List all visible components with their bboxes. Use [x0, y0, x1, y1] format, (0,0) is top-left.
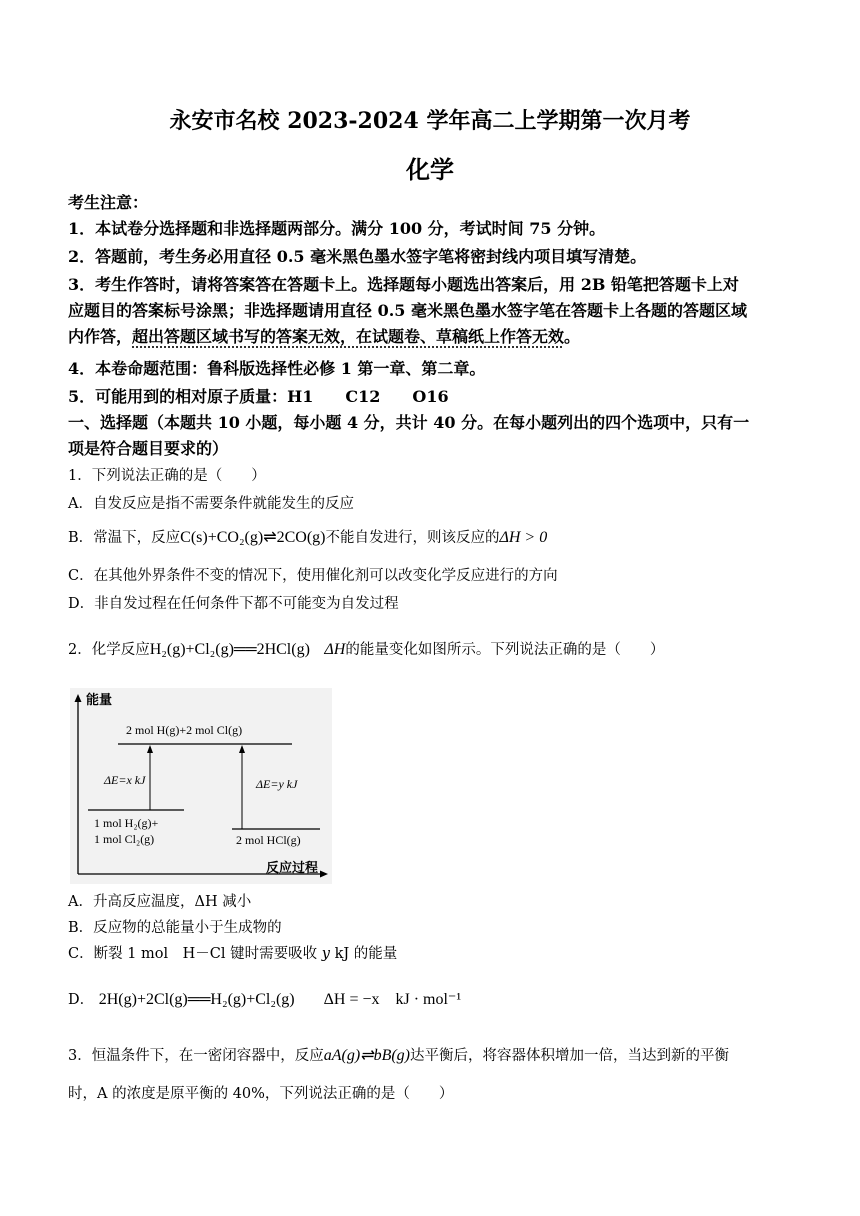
top-level-label: 2 mol H(g)+2 mol Cl(g) — [126, 723, 243, 737]
q3-suffix: 达平衡后，将容器体积增加一倍，当达到新的平衡 — [410, 1048, 729, 1064]
q3-equation: aA(g)⇌bB(g) — [323, 1047, 410, 1064]
q1-option-b — [68, 526, 798, 547]
notice-item-4: 4．本卷命题范围：鲁科版选择性必修 1 第一章、第二章。 — [68, 359, 486, 378]
q2-option-d-label: D． — [68, 992, 95, 1008]
q2-option-b: B．反应物的总能量小于生成物的 — [68, 920, 282, 936]
notice-heading: 考生注意： — [68, 193, 149, 212]
notice-item-3-emphasis: 超出答题区域书写的答案无效，在试题卷、草稿纸上作答无效 — [132, 327, 565, 346]
q1-stem: 1．下列说法正确的是（ ） — [68, 468, 266, 484]
exam-title: 永安市名校 2023-2024 学年高二上学期第一次月考 — [169, 108, 691, 134]
right-gap-label: ΔE=y kJ — [256, 777, 298, 791]
notice-item-3-part-a: 内作答， — [68, 327, 133, 346]
q3-line-2: 时，A 的浓度是原平衡的 40%，下列说法正确的是（ ） — [68, 1086, 454, 1102]
reactant-label-line-1: 1 mol H₂(g)+ — [94, 816, 159, 830]
subject-title: 化学 — [406, 155, 454, 184]
notice-item-2: 2．答题前，考生务必用直径 0.5 毫米黑色墨水签字笔将密封线内项目填写清楚。 — [68, 247, 647, 266]
q3-line-1 — [68, 1044, 798, 1065]
q1-option-c: C．在其他外界条件不变的情况下，使用催化剂可以改变化学反应进行的方向 — [68, 568, 558, 584]
section-1-line-2: 项是符合题目要求的） — [68, 439, 229, 458]
q2-stem-prefix: 2．化学反应 — [68, 642, 150, 658]
notice-item-3-line-1: 3．考生作答时，请将答案答在答题卡上。选择题每小题选出答案后，用 2B 铅笔把答题卡上对 — [68, 275, 739, 294]
x-axis-label: 反应过程 — [266, 861, 319, 876]
q2-option-c — [68, 942, 798, 963]
q2-option-d — [68, 986, 798, 1009]
notice-item-3-line-2: 应题目的答案标号涂黑；非选择题请用直径 0.5 毫米黑色墨水签字笔在答题卡上各题的答题区域 — [68, 301, 747, 320]
reactant-label-line-2: 1 mol Cl₂(g) — [94, 832, 155, 846]
left-gap-label: ΔE=x kJ — [104, 773, 146, 787]
product-label: 2 mol HCl(g) — [236, 833, 301, 847]
q2-stem-suffix: 的能量变化如图所示。下列说法正确的是（ ） — [345, 642, 665, 658]
q1-option-a: A．自发反应是指不需要条件就能发生的反应 — [68, 496, 354, 512]
q2-option-d-enthalpy: ΔH = −x kJ · mol⁻¹ — [323, 991, 462, 1008]
q2-option-c-prefix: C．断裂 1 mol H－Cl 键时需要吸收 — [68, 946, 318, 962]
q1-option-b-prefix: B．常温下，反应 — [68, 530, 181, 546]
notice-item-3-part-c: 。 — [564, 327, 581, 346]
q3-prefix: 3．恒温条件下，在一密闭容器中，反应 — [68, 1048, 324, 1064]
section-1-line-1: 一、选择题（本题共 10 小题，每小题 4 分，共计 40 分。在每小题列出的四个选项中，只有一 — [68, 413, 750, 432]
energy-diagram — [70, 688, 332, 884]
q2-stem-equation: H₂(g)+Cl₂(g)══2HCl(g) — [149, 641, 310, 658]
y-axis-label: 能量 — [86, 693, 113, 708]
q2-option-c-variable: y — [321, 946, 330, 962]
q2-stem — [68, 638, 798, 659]
notice-item-3-line-3 — [68, 324, 798, 347]
q2-option-d-equation: 2H(g)+2Cl(g)══H₂(g)+Cl₂(g) — [98, 991, 295, 1008]
q1-option-b-equation: C(s)+CO₂(g)⇌2CO(g) — [180, 529, 326, 546]
q1-option-b-enthalpy: ΔH > 0 — [499, 529, 548, 546]
notice-item-1: 1．本试卷分选择题和非选择题两部分。满分 100 分，考试时间 75 分钟。 — [68, 219, 606, 238]
q1-option-d: D．非自发过程在任何条件下都不可能变为自发过程 — [68, 596, 399, 612]
q2-option-a: A．升高反应温度，ΔH 减小 — [68, 894, 252, 910]
q2-option-c-suffix: kJ 的能量 — [334, 946, 398, 962]
notice-item-5: 5．可能用到的相对原子质量：H1 C12 O16 — [68, 387, 449, 406]
q2-stem-enthalpy: ΔH — [324, 641, 346, 658]
q1-option-b-middle: 不能自发进行，则该反应的 — [325, 530, 500, 546]
